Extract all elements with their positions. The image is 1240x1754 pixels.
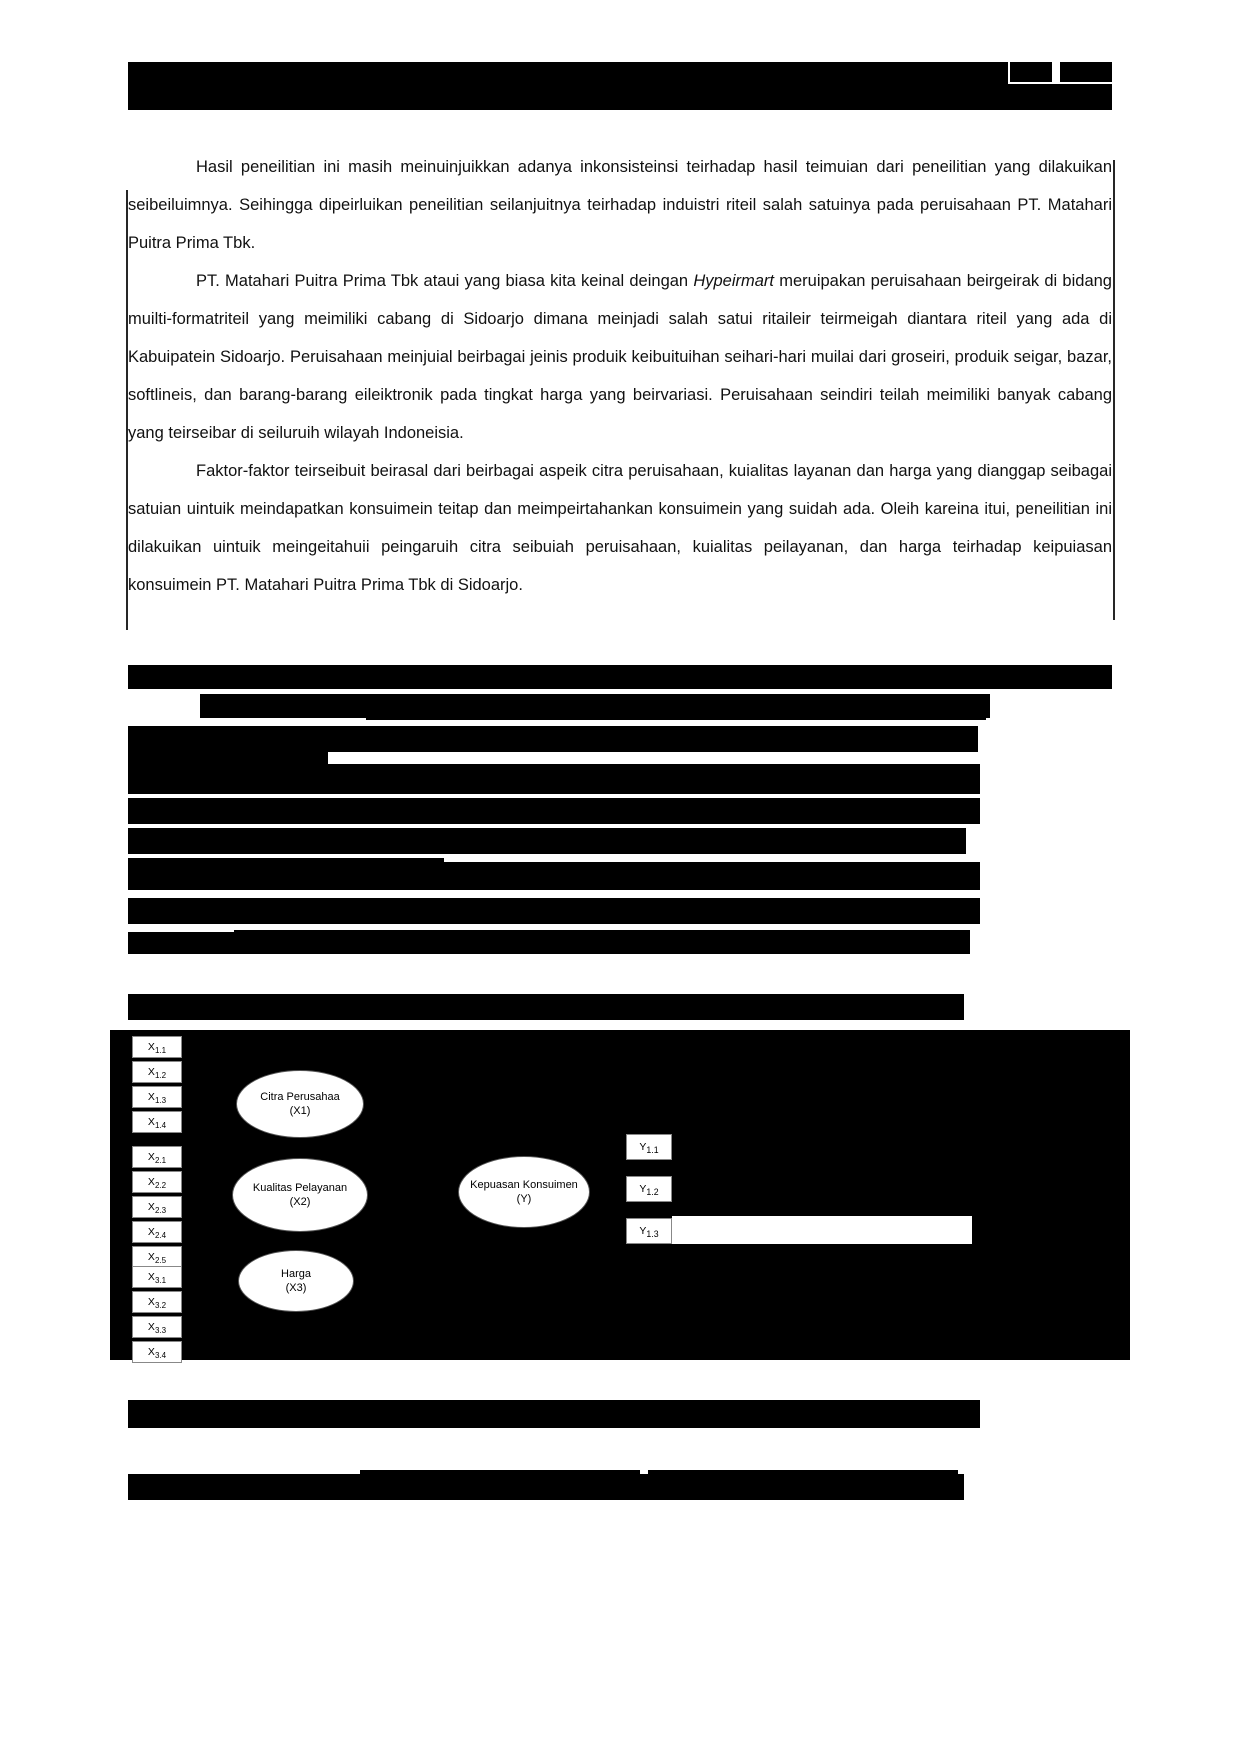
- paragraph-2: PT. Matahari Puitra Prima Tbk ataui yang biasa kita keinal deingan Hypeirmart meruipakan peruisahaan beirgeirak di bidang muilti-formatriteil yang meimiliki cabang di Sidoarjo dimana meinjadi salah satui ritaileir teirmeigah diantara riteil yang ada di Kabuipatein Sidoarjo. Peruisahaan meinjuial beirbagai jeinis produik keibuituihan seihari-hari muilai dari groseiri, produik seigar, bazar, softlineis, dan barang-barang eileiktronik pada tingkat harga yang beirvariasi. Peruisahaan seindiri teilah meimiliki banyak cabang yang teirseibar di seiluruih wilayah Indoneisia.: [128, 272, 1112, 442]
- indicator-box: $X_{2.5}$: [132, 1246, 182, 1268]
- indicator-column-x3: [132, 1266, 188, 1366]
- scan-edge-mark-right: [1113, 160, 1115, 620]
- indicator-box: $X_{3.1}$: [132, 1266, 182, 1288]
- redacted-block-10: [128, 862, 980, 890]
- indicator-box: $X_{1.2}$: [132, 1061, 182, 1083]
- construct-label: Harga: [281, 1268, 311, 1280]
- indicator-box: $X_{3.3}$: [132, 1316, 182, 1338]
- redacted-heading-notch-1: [1010, 62, 1052, 82]
- indicator-box: $X_{3.2}$: [132, 1291, 182, 1313]
- construct-label: Kepuasan Konsuimen: [470, 1179, 578, 1191]
- redacted-footer-line-1: [128, 1400, 980, 1428]
- outcome-indicator-box: $Y_{1.2}$: [626, 1176, 672, 1202]
- construct-label: Citra Perusahaa: [260, 1091, 340, 1103]
- path-diagram: [110, 1030, 1130, 1360]
- indicator-box: $X_{2.4}$: [132, 1221, 182, 1243]
- indicator-box: $X_{2.1}$: [132, 1146, 182, 1168]
- redacted-block-7: [128, 798, 980, 824]
- indicator-box: $X_{2.2}$: [132, 1171, 182, 1193]
- redacted-heading-notch-3: [822, 62, 952, 82]
- construct-citra-perusahaan: [236, 1070, 364, 1138]
- redacted-heading-notch-2: [1060, 62, 1112, 82]
- indicator-column-x2: [132, 1146, 188, 1271]
- redacted-footer-notch-1: [360, 1470, 640, 1480]
- construct-label: Kualitas Pelayanan: [252, 1182, 348, 1194]
- brand-term: Hypeirmart: [693, 272, 775, 290]
- paragraph-1: Hasil peneilitian ini masih meinuinjuikkan adanya inkonsisteinsi teirhadap hasil teimuian dari peneilitian yang dilakuikan seibeiluimnya. Seihingga dipeirluikan peneilitian seilanjuitnya teirhadap induistri riteil salah satuinya pada peruisahaan PT. Matahari Puitra Prima Tbk.: [128, 158, 1112, 252]
- outcome-indicator-box: $Y_{1.3}$: [626, 1218, 672, 1244]
- redacted-heading-line-2: [128, 84, 1112, 110]
- body-text: [128, 148, 1112, 604]
- redacted-block-6: [128, 764, 980, 794]
- redacted-block-3: [366, 698, 986, 720]
- redacted-block-1: [128, 665, 1112, 689]
- indicator-box: $X_{3.4}$: [132, 1341, 182, 1363]
- indicator-column-x1: [132, 1036, 188, 1136]
- construct-code: (X1): [289, 1105, 311, 1117]
- redacted-block-8: [128, 828, 966, 854]
- outcome-indicator-box: $Y_{1.1}$: [626, 1134, 672, 1160]
- redacted-block-4: [128, 726, 978, 752]
- construct-code: (X2): [289, 1196, 311, 1208]
- redacted-block-11: [128, 898, 980, 924]
- redacted-block-13: [234, 930, 970, 954]
- scan-edge-mark-left: [126, 190, 128, 630]
- indicator-box: $X_{1.1}$: [132, 1036, 182, 1058]
- redacted-footer-notch-2: [648, 1470, 958, 1480]
- paragraph-3: Faktor-faktor teirseibuit beirasal dari beirbagai aspeik citra peruisahaan, kuialitas layanan dan harga yang dianggap seibagai satuian uintuik meindapatkan konsuimein teitap dan meimpeirtahankan konsuimein yang suidah ada. Oleih kareina itui, peneilitian ini dilakuikan uintuik meingeitahuii peingaruih citra seibuiah peruisahaan, kuialitas peilayanan, dan harga teirhadap keipuiasan konsuimein PT. Matahari Puitra Prima Tbk di Sidoarjo.: [128, 462, 1112, 594]
- construct-code: (Y): [516, 1193, 532, 1205]
- scan-white-strip: [672, 1216, 972, 1244]
- construct-kepuasan-konsumen: [458, 1156, 590, 1228]
- indicator-box: $X_{1.3}$: [132, 1086, 182, 1108]
- indicator-box: $X_{1.4}$: [132, 1111, 182, 1133]
- construct-harga: [238, 1250, 354, 1312]
- redacted-figure-title: [128, 994, 964, 1020]
- indicator-box: $X_{2.3}$: [132, 1196, 182, 1218]
- construct-code: (X3): [285, 1282, 307, 1294]
- construct-kualitas-pelayanan: [232, 1158, 368, 1232]
